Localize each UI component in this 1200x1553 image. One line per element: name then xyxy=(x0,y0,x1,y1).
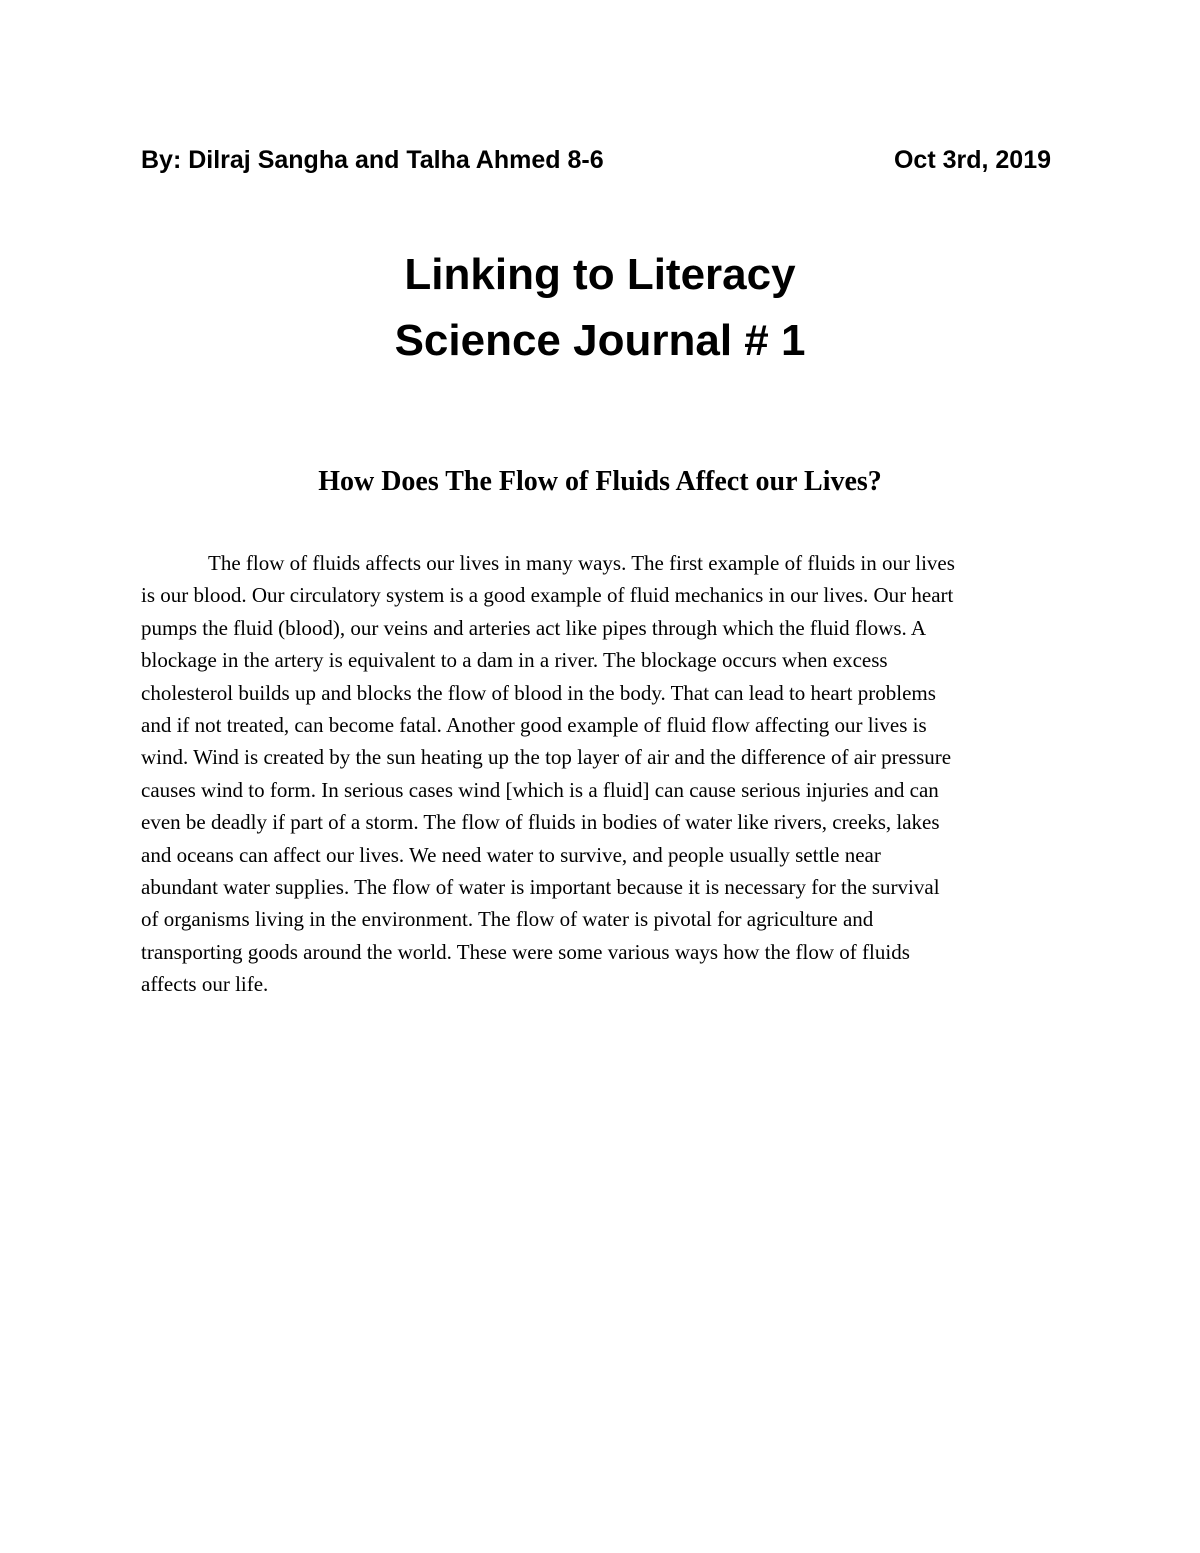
paragraph-line: of organisms living in the environment. The flow of water is pivotal for agriculture and xyxy=(141,907,874,932)
author-line: By: Dilraj Sangha and Talha Ahmed 8-6 xyxy=(141,146,604,174)
paragraph-line: abundant water supplies. The flow of water is important because it is necessary for the survival xyxy=(141,875,940,900)
section-heading: How Does The Flow of Fluids Affect our Lives? xyxy=(318,466,882,497)
title-line-1: Linking to Literacy xyxy=(404,250,796,299)
paragraph-line: is our blood. Our circulatory system is a good example of fluid mechanics in our lives. Our heart xyxy=(141,583,954,608)
paragraph-line: cholesterol builds up and blocks the flow of blood in the body. That can lead to heart problems xyxy=(141,680,936,705)
paragraph-line: causes wind to form. In serious cases wind [which is a fluid] can cause serious injuries and can xyxy=(141,777,939,802)
title-line-2: Science Journal # 1 xyxy=(394,316,806,365)
date-line: Oct 3rd, 2019 xyxy=(893,146,1051,174)
byline xyxy=(141,140,1051,180)
paragraph-line: and if not treated, can become fatal. Another good example of fluid flow affecting our lives is xyxy=(141,713,927,738)
paragraph-line: affects our life. xyxy=(141,972,269,997)
paragraph-line: transporting goods around the world. These were some various ways how the flow of fluids xyxy=(141,939,910,964)
document-title xyxy=(0,242,1200,374)
paragraph-line: and oceans can affect our lives. We need water to survive, and people usually settle near xyxy=(141,842,881,867)
paragraph-line: even be deadly if part of a storm. The flow of fluids in bodies of water like rivers, creeks, lakes xyxy=(141,810,940,835)
paragraph-line: The flow of fluids affects our lives in many ways. The first example of fluids in our lives xyxy=(208,551,955,575)
paragraph-line: pumps the fluid (blood), our veins and arteries act like pipes through which the fluid flows. A xyxy=(141,615,927,640)
paragraph-line: wind. Wind is created by the sun heating up the top layer of air and the difference of air pressure xyxy=(141,745,952,770)
body-paragraph xyxy=(141,547,1056,1001)
paragraph-line: blockage in the artery is equivalent to a dam in a river. The blockage occurs when excess xyxy=(141,648,888,673)
